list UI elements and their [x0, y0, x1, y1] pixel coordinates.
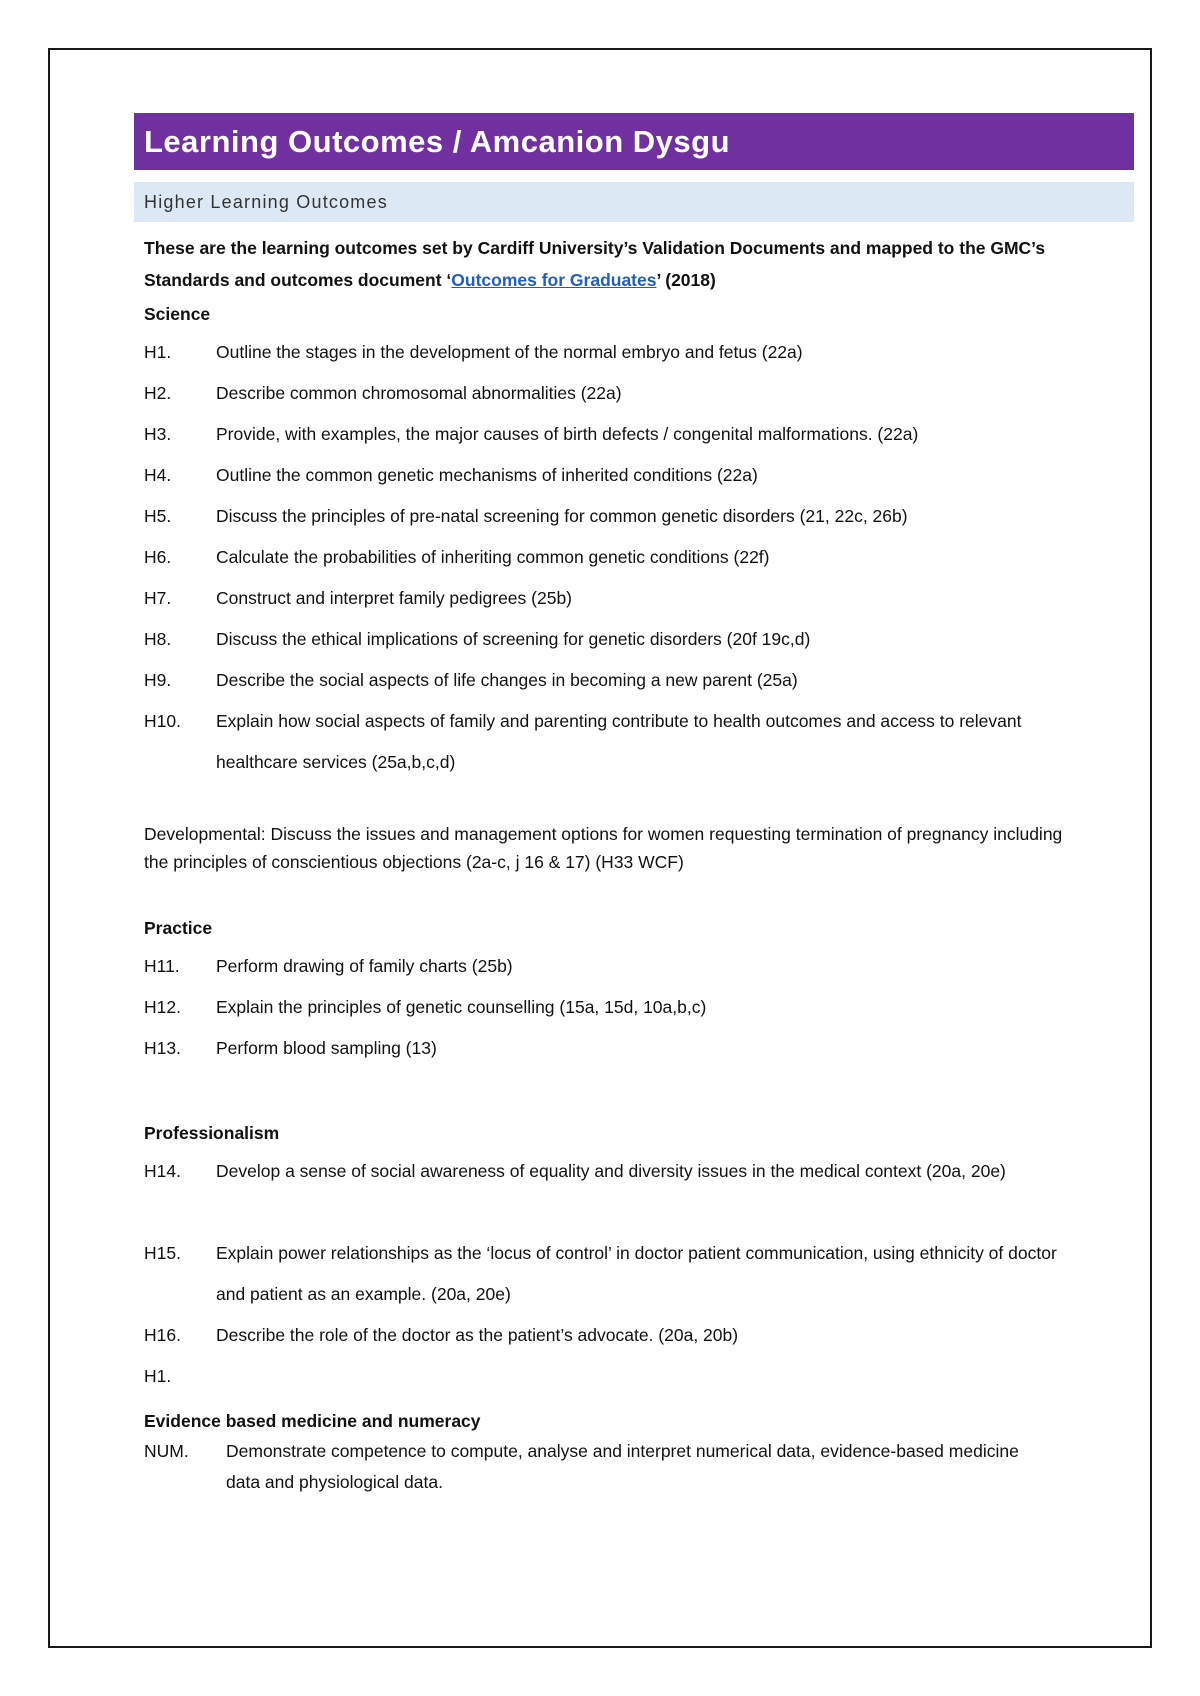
item-code: H1. — [144, 1366, 172, 1386]
list-item — [144, 578, 1134, 619]
list-item — [144, 1028, 1134, 1069]
list-item — [144, 332, 1134, 373]
item-code: H4. — [144, 465, 172, 485]
page-title: Learning Outcomes / Amcanion Dysgu — [134, 113, 1134, 170]
item-text: Calculate the probabilities of inheriting common genetic conditions (22f) — [216, 547, 770, 567]
item-code: H14. — [144, 1161, 181, 1181]
item-text: Demonstrate competence to compute, analyse and interpret numerical data, evidence-based medicine data and physiological data. — [226, 1441, 1019, 1492]
professionalism-heading: Professionalism — [144, 1123, 280, 1143]
list-item — [144, 660, 1134, 701]
item-code: H6. — [144, 547, 172, 567]
item-text: Construct and interpret family pedigrees (25b) — [216, 588, 573, 608]
list-item — [144, 1151, 1064, 1192]
item-text: Discuss the principles of pre-natal screening for common genetic disorders (21, 22c, 26b) — [216, 506, 908, 526]
item-text: Explain how social aspects of family and parenting contribute to health outcomes and access to relevant healthcare services (25a,b,c,d) — [216, 711, 1022, 772]
item-code: H11. — [144, 956, 180, 976]
item-text: Develop a sense of social awareness of equality and diversity issues in the medical context (20a, 20e) — [216, 1161, 1006, 1181]
item-code: H8. — [144, 629, 172, 649]
list-item — [144, 537, 1134, 578]
item-code: NUM. — [144, 1441, 189, 1461]
list-item — [144, 414, 1134, 455]
item-code: H5. — [144, 506, 172, 526]
list-item — [144, 455, 1134, 496]
item-text: Outline the stages in the development of the normal embryo and fetus (22a) — [216, 342, 803, 362]
item-code: H12. — [144, 997, 181, 1017]
list-item — [144, 701, 1084, 783]
item-code: H13. — [144, 1038, 181, 1058]
list-item — [144, 496, 1134, 537]
intro-paragraph — [144, 232, 1134, 296]
item-text: Explain the principles of genetic counselling (15a, 15d, 10a,b,c) — [216, 997, 707, 1017]
item-text: Outline the common genetic mechanisms of inherited conditions (22a) — [216, 465, 758, 485]
item-text: Perform blood sampling (13) — [216, 1038, 437, 1058]
list-item — [144, 1436, 1044, 1498]
item-code: H1. — [144, 342, 172, 362]
list-item — [144, 1315, 1134, 1356]
item-text: Provide, with examples, the major causes of birth defects / congenital malformations. (22a) — [216, 424, 919, 444]
practice-heading: Practice — [144, 918, 213, 938]
list-item — [144, 1233, 1064, 1315]
section-subtitle: Higher Learning Outcomes — [134, 182, 1134, 222]
item-text: Perform drawing of family charts (25b) — [216, 956, 513, 976]
item-code: H16. — [144, 1325, 181, 1345]
item-text: Describe the social aspects of life changes in becoming a new parent (25a) — [216, 670, 798, 690]
item-text: Explain power relationships as the ‘locus of control’ in doctor patient communication, using ethnicity of doctor and patient as an example. (20a, 20e) — [216, 1243, 1057, 1304]
item-code: H15. — [144, 1243, 181, 1263]
item-code: H10. — [144, 711, 181, 731]
developmental-paragraph: Developmental: Discuss the issues and management options for women requesting termination of pregnancy including the principles of conscientious objections (2a-c, j 16 & 17) (H33 WCF) — [144, 824, 1063, 872]
science-heading: Science — [144, 304, 211, 324]
item-code: H9. — [144, 670, 172, 690]
item-text: Describe common chromosomal abnormalities (22a) — [216, 383, 622, 403]
item-text: Describe the role of the doctor as the patient’s advocate. (20a, 20b) — [216, 1325, 739, 1345]
intro-text-before: These are the learning outcomes set by Cardiff University’s Validation Documents and mapped to the GMC’s Standards and outcomes document ‘ — [144, 238, 1046, 290]
list-item — [144, 946, 1134, 987]
list-item — [144, 987, 1134, 1028]
item-code: H3. — [144, 424, 172, 444]
list-item — [144, 619, 1134, 660]
intro-text-after: ’ (2018) — [656, 270, 716, 290]
list-item — [144, 373, 1134, 414]
item-code: H7. — [144, 588, 172, 608]
item-code: H2. — [144, 383, 172, 403]
outcomes-for-graduates-link[interactable]: Outcomes for Graduates — [451, 270, 657, 290]
evidence-heading: Evidence based medicine and numeracy — [144, 1411, 481, 1431]
item-text: Discuss the ethical implications of screening for genetic disorders (20f 19c,d) — [216, 629, 811, 649]
